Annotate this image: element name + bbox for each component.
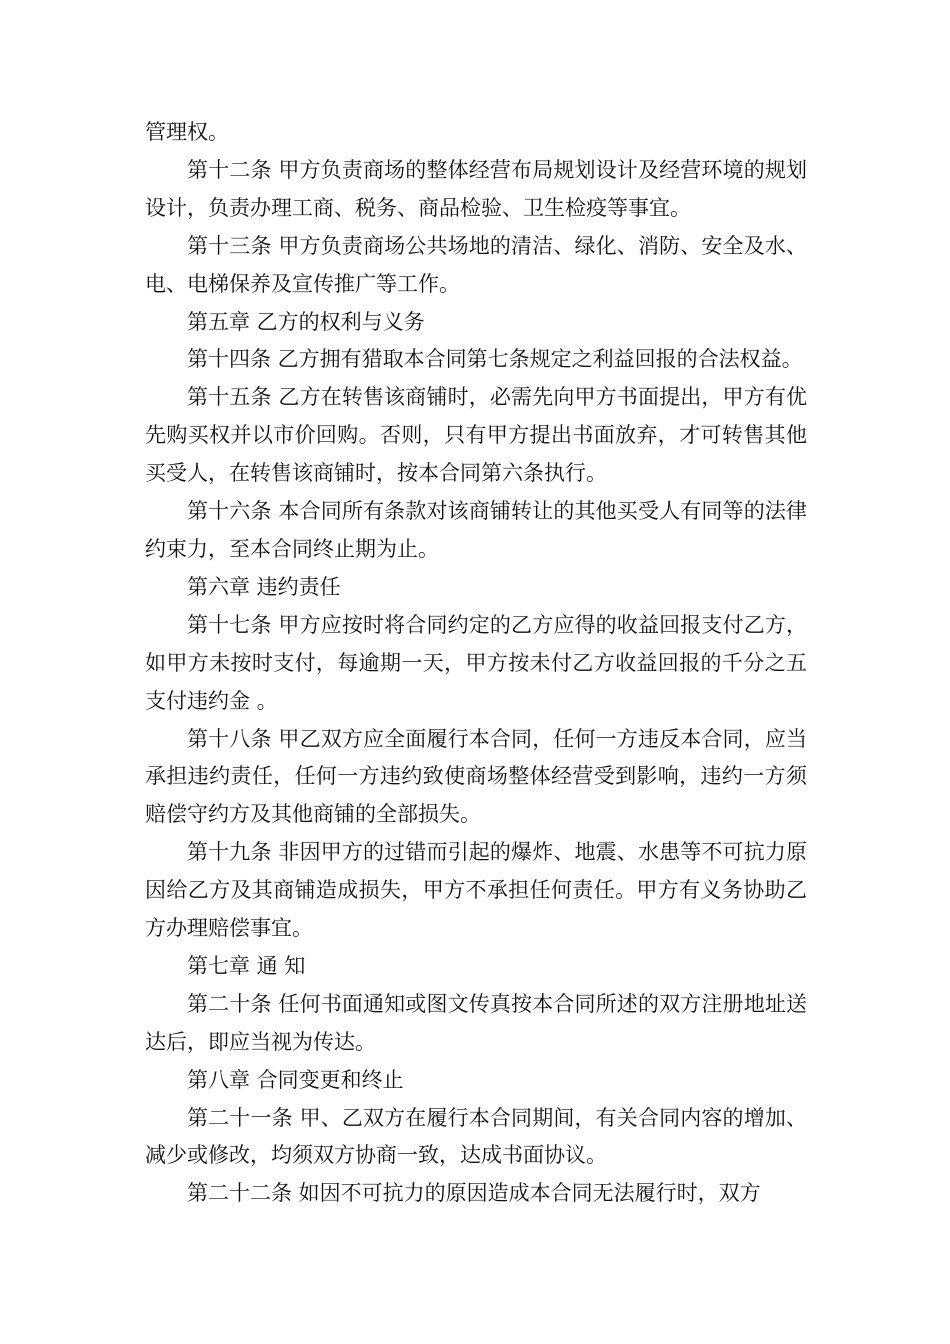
article-17: 第十七条 甲方应按时将合同约定的乙方应得的收益回报支付乙方，如甲方未按时支付，每逾期一天，甲方按未付乙方收益回报的千分之五支付违约金 。	[145, 612, 807, 713]
article-12: 第十二条 甲方负责商场的整体经营布局规划设计及经营环境的规划设计，负责办理工商、税务、商品检验、卫生检疫等事宜。	[145, 157, 807, 220]
article-18: 第十八条 甲乙双方应全面履行本合同，任何一方违反本合同，应当承担违约责任，任何一方违约致使商场整体经营受到影响，违约一方须赔偿守约方及其他商铺的全部损失。	[145, 726, 807, 827]
article-15: 第十五条 乙方在转售该商铺时，必需先向甲方书面提出，甲方有优先购买权并以市价回购。否则，只有甲方提出书面放弃，才可转售其他买受人，在转售该商铺时，按本合同第六条执行。	[145, 385, 807, 486]
chapter-6-heading: 第六章 违约责任	[187, 574, 341, 599]
contract-body	[145, 114, 807, 1213]
article-21: 第二十一条 甲、乙双方在履行本合同期间，有关合同内容的增加、减少或修改，均须双方协商一致，达成书面协议。	[145, 1105, 807, 1168]
article-22: 第二十二条 如因不可抗力的原因造成本合同无法履行时，双方	[187, 1181, 761, 1206]
chapter-5-heading: 第五章 乙方的权利与义务	[187, 309, 425, 334]
chapter-8-heading: 第八章 合同变更和终止	[187, 1067, 404, 1092]
chapter-7-heading: 第七章 通 知	[187, 953, 306, 978]
article-14: 第十四条 乙方拥有猎取本合同第七条规定之利益回报的合法权益。	[187, 347, 803, 372]
article-19: 第十九条 非因甲方的过错而引起的爆炸、地震、水患等不可抗力原因给乙方及其商铺造成损失，甲方不承担任何责任。甲方有义务协助乙方办理赔偿事宜。	[145, 840, 807, 941]
article-20: 第二十条 任何书面通知或图文传真按本合同所述的双方注册地址送达后，即应当视为传达。	[145, 991, 807, 1054]
article-16: 第十六条 本合同所有条款对该商铺转让的其他买受人有同等的法律约束力，至本合同终止期为止。	[145, 499, 807, 561]
paragraph-continuation: 管理权。	[145, 120, 229, 144]
article-13: 第十三条 甲方负责商场公共场地的清洁、绿化、消防、安全及水、电、电梯保养及宣传推广等工作。	[145, 233, 807, 296]
